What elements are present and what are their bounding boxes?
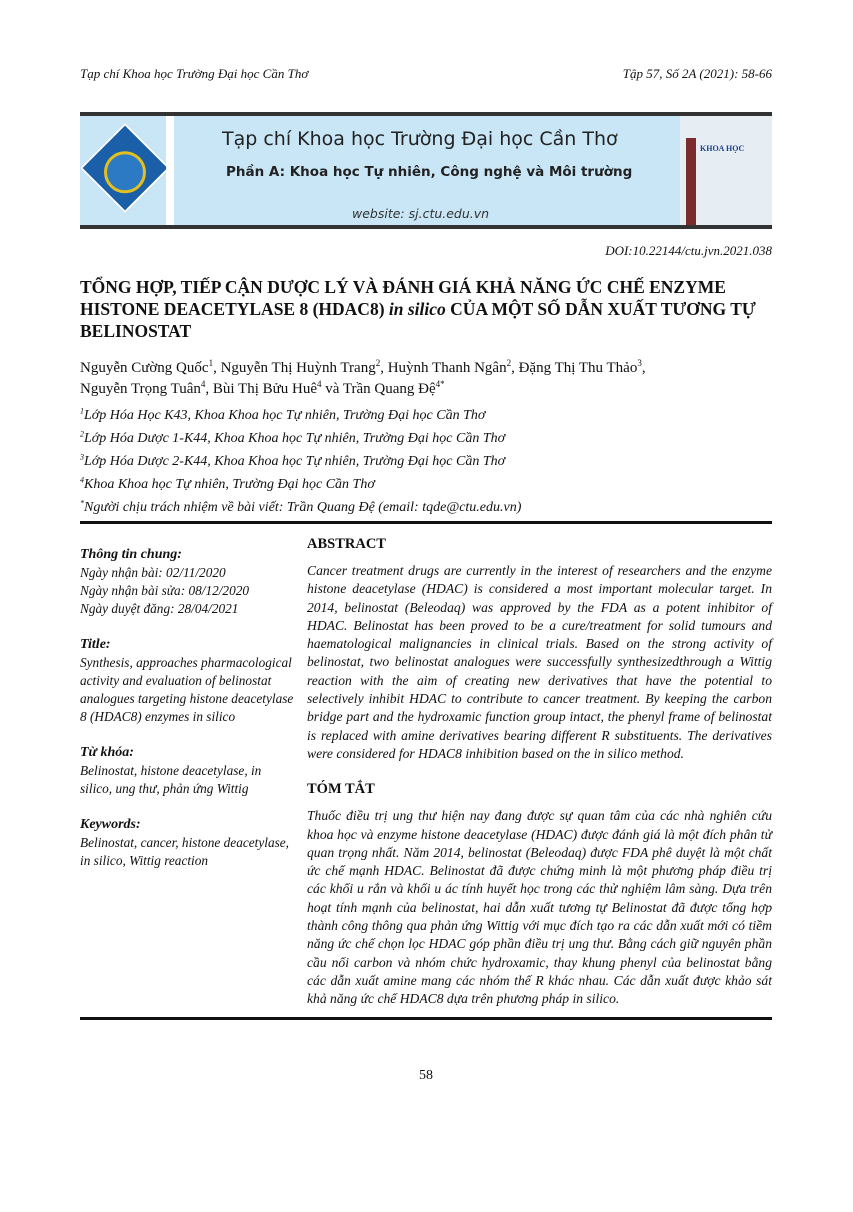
page-number: 58	[419, 1067, 433, 1083]
received-date: Ngày nhận bài: 02/11/2020	[80, 565, 226, 580]
affiliation: $^2$Lớp Hóa Dược 1-K44, Khoa Khoa học Tự nhiên, Trường Đại học Cần Thơ	[80, 429, 506, 446]
abstract-section	[307, 536, 772, 763]
journal-banner	[80, 112, 772, 229]
affiliation: $^1$Lớp Hóa Học K43, Khoa Khoa học Tự nhiên, Trường Đại học Cần Thơ	[80, 406, 486, 423]
banner-journal-title: Tạp chí Khoa học Trường Đại học Cần Thơ	[222, 128, 618, 150]
tomtat-text: Thuốc điều trị ung thư hiện nay đang được sự quan tâm của các nhà nghiên cứu khoa học và enzyme histone deacetylase (HDAC) được đánh giá là một đích phân tử quan trọng nhất. Năm 2014, belinostat (Beleodaq) được FDA phê duyệt là một chất ức chế mạnh HDAC. Belinostat đã được chứng minh là một phương pháp điều trị các khối u rắn và khối u ác tính huyết học trong các thử nghiệm lâm sàng. Dựa trên hoạt tính mạnh của belinostat, hai dẫn xuất tương tự Belinostat đã được tổng hợp thành công thông qua phản ứng Wittig với mục đích tạo ra các dẫn xuất mới có tiềm năng ức chế chọn lọc HDAC góp phần điều trị ung thư. Bằng cách giữ nguyên phần cầu nối carbon và nhóm chức hydroxamic, thay khung phenyl của belinostat bằng các dẫn xuất amine mang các nhóm thế R khác nhau. Các dẫn xuất được khảo sát khả năng ức chế HDAC8 dựa trên phương pháp in silico.	[307, 808, 772, 1007]
abstract-text: Cancer treatment drugs are currently in the interest of researchers and the enzyme histone deacetylase (HDAC) is considered a most important molecular target. In 2014, belinostat (Beleodaq) was approved by the FDA as a potent inhibitor of HDAC. Belinostat has been proved to be a cure/treatment for solid tumours and haematological malignancies in clinical trials. Based on the strong activity of belinostat, two belinostat analogues were successfully synthesizedthrough a Wittig reaction with the aim of creating new derivatives that have the potential to selectively inhibit HDAC to contribute to cancer treatment. By keeping the carbon bridge part and the hydroxamic function group intact, the phenyl frame of belinostat is replaced with amine derivatives bearing different R substituents. The derivatives were considered for HDAC8 inhibition based on the in silico method.	[307, 563, 772, 761]
corresponding-author: *Người chịu trách nhiệm về bài viết: Trần Quang Đệ (email: tqde@ctu.edu.vn)	[80, 498, 522, 515]
running-header-issue: Tập 57, Số 2A (2021): 58-66	[622, 66, 772, 81]
revised-date: Ngày nhận bài sửa: 08/12/2020	[80, 583, 250, 598]
title-heading: Title:	[80, 637, 111, 652]
article-body	[80, 276, 772, 1084]
keywords-text: Belinostat, cancer, histone deacetylase, in silico, Wittig reaction	[80, 835, 289, 868]
english-title: Synthesis, approaches pharmacological activity and evaluation of belinostat analogues targeting histone deacetylase 8 (HDAC8) enzymes in silico	[80, 655, 294, 724]
article-info-sidebar	[80, 546, 295, 1009]
banner-section: Phần A: Khoa học Tự nhiên, Công nghệ và Môi trường	[226, 164, 633, 180]
banner-website: website: sj.ctu.edu.vn	[352, 206, 490, 221]
divider	[80, 1017, 772, 1020]
affiliation: $^4$Khoa Khoa học Tự nhiên, Trường Đại học Cần Thơ	[80, 475, 375, 492]
abstract-heading: ABSTRACT	[307, 536, 386, 552]
tukhoa-heading: Từ khóa:	[80, 745, 134, 760]
keywords-heading: Keywords:	[80, 817, 141, 832]
accepted-date: Ngày duyệt đăng: 28/04/2021	[80, 601, 239, 616]
paper-title: TỔNG HỢP, TIẾP CẬN DƯỢC LÝ VÀ ĐÁNH GIÁ KHẢ NĂNG ỨC CHẾ ENZYME HISTONE DEACETYLASE 8 (HDAC8) in silico CỦA MỘT SỐ DẪN XUẤT TƯƠNG TỰ BELINOSTAT	[80, 277, 756, 341]
running-header-journal: Tạp chí Khoa học Trường Đại học Cần Thơ	[80, 66, 309, 81]
tomtat-section	[307, 781, 772, 1008]
info-heading: Thông tin chung:	[80, 547, 182, 562]
tomtat-heading: TÓM TẮT	[307, 781, 375, 798]
affiliation: $^3$Lớp Hóa Dược 2-K44, Khoa Khoa học Tự nhiên, Trường Đại học Cần Thơ	[80, 452, 506, 469]
tukhoa-text: Belinostat, histone deacetylase, in silico, ung thư, phản ứng Wittig	[80, 763, 262, 796]
doi: DOI:10.22144/ctu.jvn.2021.038	[605, 243, 772, 258]
divider	[80, 521, 772, 524]
author-list: Nguyễn Cường Quốc$^1$, Nguyễn Thị Huỳnh Trang$^2$, Huỳnh Thanh Ngân$^2$, Đặng Thị Thu Thảo$^3$, Nguyễn Trọng Tuân$^4$, Bùi Thị Bửu Huê$^4$ và Trần Quang Đệ$^{4*}$	[80, 358, 646, 397]
journal-cover-image: KHOA HỌC	[680, 116, 772, 225]
university-logo	[80, 116, 166, 225]
